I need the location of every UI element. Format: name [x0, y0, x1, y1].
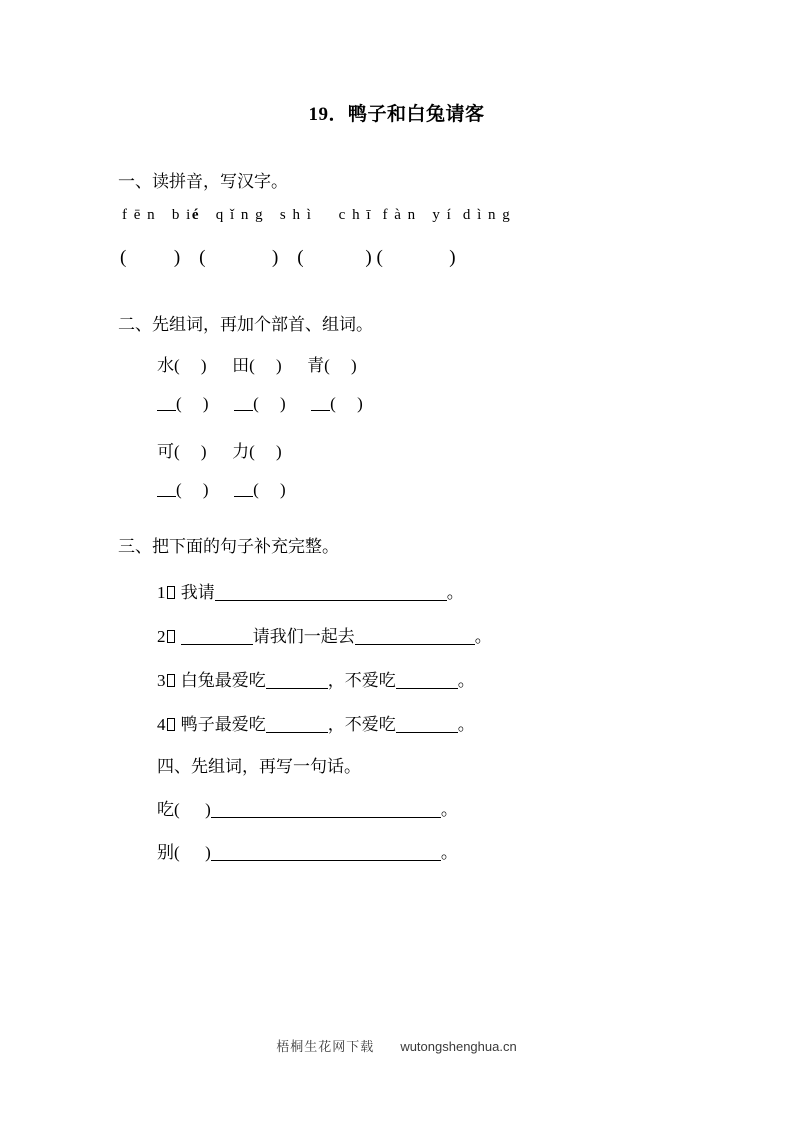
missing-glyph-icon	[167, 674, 175, 687]
page-title: 19．鸭子和白兔请客	[308, 104, 485, 125]
section-heading-4: 四、先组词，再写一句话。	[157, 757, 361, 776]
missing-glyph-icon	[167, 718, 175, 731]
item-period: 。	[446, 583, 464, 602]
answer-blank[interactable]	[211, 801, 441, 818]
sentence-item-3[interactable]	[157, 666, 475, 691]
section-heading-2: 二、先组词，再加个部首、组词。	[118, 315, 373, 334]
blank-underline[interactable]	[311, 396, 330, 410]
pinyin-part-after: q ǐ n g s h ì c h ī f à n y í d ì n g	[200, 207, 512, 223]
answer-blank[interactable]	[181, 628, 253, 645]
item-number: 3	[157, 671, 166, 690]
footer-site-name: 梧桐生花网下载	[276, 1039, 375, 1054]
word-label: 吃( )	[157, 800, 211, 819]
pinyin-accent-char: é	[191, 207, 200, 223]
item-text: 请我们一起去	[252, 627, 355, 646]
make-sentence-row-2[interactable]	[157, 838, 458, 863]
answer-blank[interactable]	[211, 844, 441, 861]
answer-blank[interactable]	[355, 628, 475, 645]
pinyin-part-before: f ē n b i	[122, 207, 192, 223]
item-period: 。	[474, 627, 492, 646]
word-build-row-3[interactable]: 可( ) 力( )	[157, 442, 282, 461]
pinyin-line	[122, 207, 511, 224]
section-heading-3: 三、把下面的句子补充完整。	[118, 537, 339, 556]
item-number: 1	[157, 583, 166, 602]
answer-brackets-row[interactable]: ( ) ( ) ( ) ( )	[120, 247, 456, 268]
answer-blank[interactable]	[396, 716, 458, 733]
blank-underline[interactable]	[234, 482, 253, 496]
item-number: 2	[157, 627, 166, 646]
footer-url: wutongshenghua.cn	[400, 1039, 517, 1054]
blank-underline[interactable]	[157, 482, 176, 496]
word-label: 别( )	[157, 843, 211, 862]
item-text: 我请	[180, 583, 215, 602]
sentence-item-2[interactable]	[157, 622, 492, 647]
section-heading-1: 一、读拼音，写汉字。	[118, 172, 288, 191]
item-period: 。	[440, 843, 458, 862]
missing-glyph-icon	[167, 586, 175, 599]
item-period: 。	[457, 715, 475, 734]
item-number: 4	[157, 715, 166, 734]
item-period: 。	[457, 671, 475, 690]
item-text-a: 鸭子最爱吃	[180, 715, 266, 734]
item-text-b: ，不爱吃	[327, 715, 396, 734]
word-build-row-2[interactable]: ( ) ( ) ( )	[157, 394, 363, 414]
answer-blank[interactable]	[266, 672, 328, 689]
footer	[0, 1036, 793, 1055]
word-build-row-1[interactable]: 水( ) 田( ) 青( )	[157, 356, 357, 375]
word-build-row-4[interactable]: ( ) ( )	[157, 480, 286, 500]
item-period: 。	[440, 800, 458, 819]
answer-blank[interactable]	[396, 672, 458, 689]
sentence-item-1[interactable]	[157, 578, 464, 603]
item-text-b: ，不爱吃	[327, 671, 396, 690]
answer-blank[interactable]	[266, 716, 328, 733]
answer-blank[interactable]	[215, 584, 447, 601]
missing-glyph-icon	[167, 630, 175, 643]
sentence-item-4[interactable]	[157, 710, 475, 735]
item-text-a: 白兔最爱吃	[180, 671, 266, 690]
blank-underline[interactable]	[157, 396, 176, 410]
blank-underline[interactable]	[234, 396, 253, 410]
make-sentence-row-1[interactable]	[157, 795, 458, 820]
